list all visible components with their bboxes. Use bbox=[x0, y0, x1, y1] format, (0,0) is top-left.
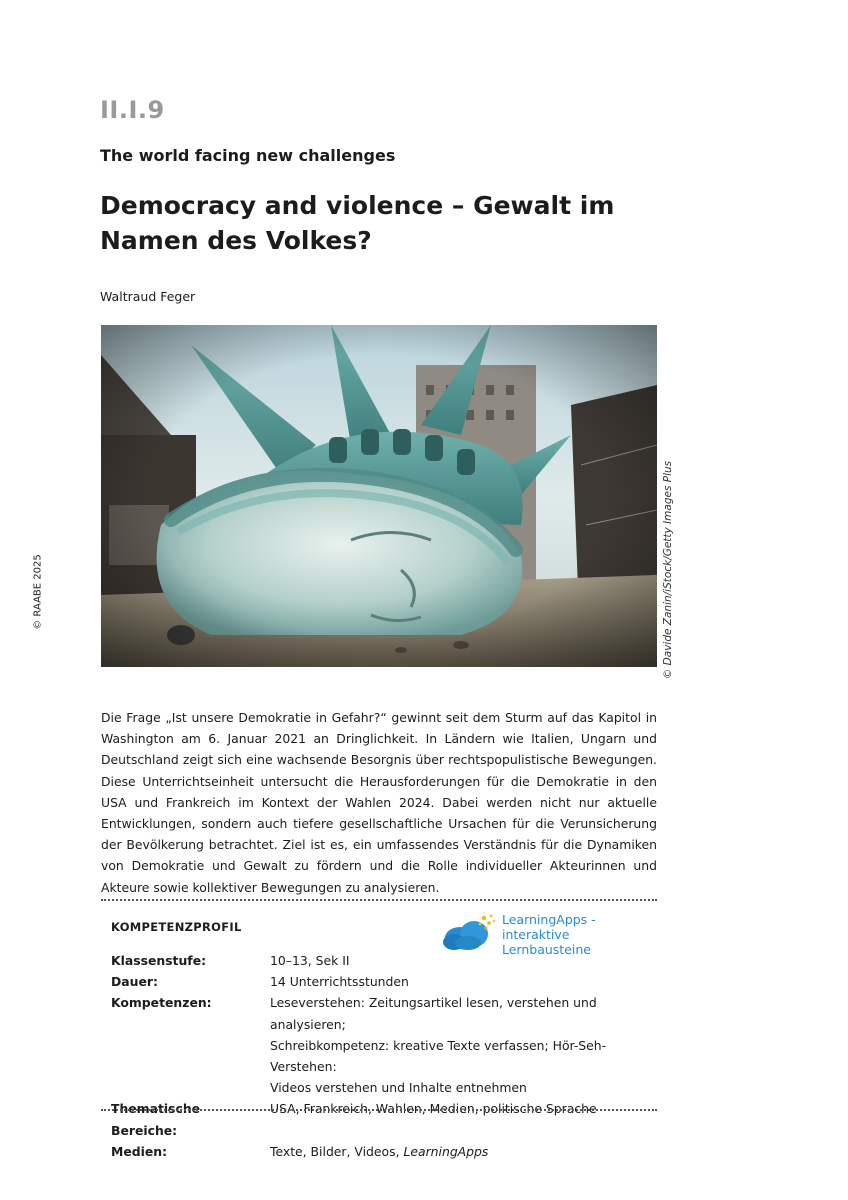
cloud-icon bbox=[442, 910, 502, 952]
row-label: Klassenstufe: bbox=[111, 953, 207, 968]
row-value-line: Schreibkompetenz: kreative Texte verfassen; Hör-Seh-Verstehen: bbox=[270, 1037, 607, 1075]
row-value-line: Videos verstehen und Inhalte entnehmen bbox=[270, 1080, 527, 1096]
row-value bbox=[270, 950, 657, 971]
page-title: Democracy and violence – Gewalt im Namen des Volkes? bbox=[100, 191, 615, 255]
profile-row-themen bbox=[111, 1098, 657, 1140]
row-value bbox=[270, 992, 657, 1098]
row-label: Thematische Bereiche: bbox=[111, 1101, 201, 1138]
cover-photo bbox=[101, 325, 657, 667]
profile-row-dauer bbox=[111, 971, 657, 992]
divider-bottom bbox=[101, 1109, 657, 1111]
row-value-line: USA, Frankreich, Wahlen, Medien, politische Sprache bbox=[270, 1101, 597, 1117]
profile-row-klassenstufe bbox=[111, 950, 657, 971]
row-value-line: 10–13, Sek II bbox=[270, 953, 350, 968]
intro-paragraph: Die Frage „Ist unsere Demokratie in Gefahr?“ gewinnt seit dem Sturm auf das Kapitol in Washington am 6. Januar 2021 an Dringlichkeit. In Ländern wie Italien, Ungarn und Deutschland zeigt sich eine wachsende Besorgnis über rechtspopulistische Bewegungen. Diese Unterrichtseinheit untersucht die Herausforderungen für die Demokratie in den USA und Frankreich im Kontext der Wahlen 2024. Dabei werden nicht nur aktuelle Entwicklungen, sondern auch tiefere gesellschaftliche Ursachen für die Verunsicherung der Bevölkerung betrachtet. Ziel ist es, ein umfassendes Verständnis für die Dynamiken von Demokratie und Gewalt zu fördern und die Rolle individueller Akteurinnen und Akteure sowie kollektiver Bewegungen zu analysieren. bbox=[101, 710, 657, 895]
profile-row-kompetenzen bbox=[111, 992, 657, 1098]
row-label: Dauer: bbox=[111, 974, 158, 990]
row-value-line: Leseverstehen: Zeitungsartikel lesen, verstehen und analysieren; bbox=[270, 995, 597, 1032]
row-value-line: Texte, Bilder, Videos, bbox=[270, 1143, 404, 1159]
row-value bbox=[270, 1141, 657, 1162]
profile-heading: KOMPETENZPROFIL bbox=[111, 920, 242, 934]
row-label: Kompetenzen: bbox=[111, 995, 212, 1011]
unit-code: II.I.9 bbox=[100, 96, 165, 124]
photo-credit: © Davide Zanin/iStock/Getty Images Plus bbox=[662, 460, 674, 680]
learningapps-mention: LearningApps bbox=[403, 1143, 489, 1159]
author-name: Waltraud Feger bbox=[100, 289, 196, 304]
profile-table bbox=[111, 950, 657, 1162]
row-label: Medien: bbox=[111, 1143, 168, 1159]
learningapps-logo[interactable] bbox=[442, 910, 657, 957]
row-value-line: 14 Unterrichtsstunden bbox=[270, 974, 409, 990]
learningapps-line2: interaktive Lernbausteine bbox=[502, 927, 591, 957]
series-title: The world facing new challenges bbox=[100, 146, 396, 165]
profile-row-medien bbox=[111, 1141, 657, 1162]
row-value bbox=[270, 971, 657, 992]
divider-top bbox=[101, 899, 657, 901]
learningapps-line1: LearningApps - bbox=[502, 912, 596, 927]
row-value bbox=[270, 1098, 657, 1140]
copyright-note: © RAABE 2025 bbox=[32, 554, 44, 630]
